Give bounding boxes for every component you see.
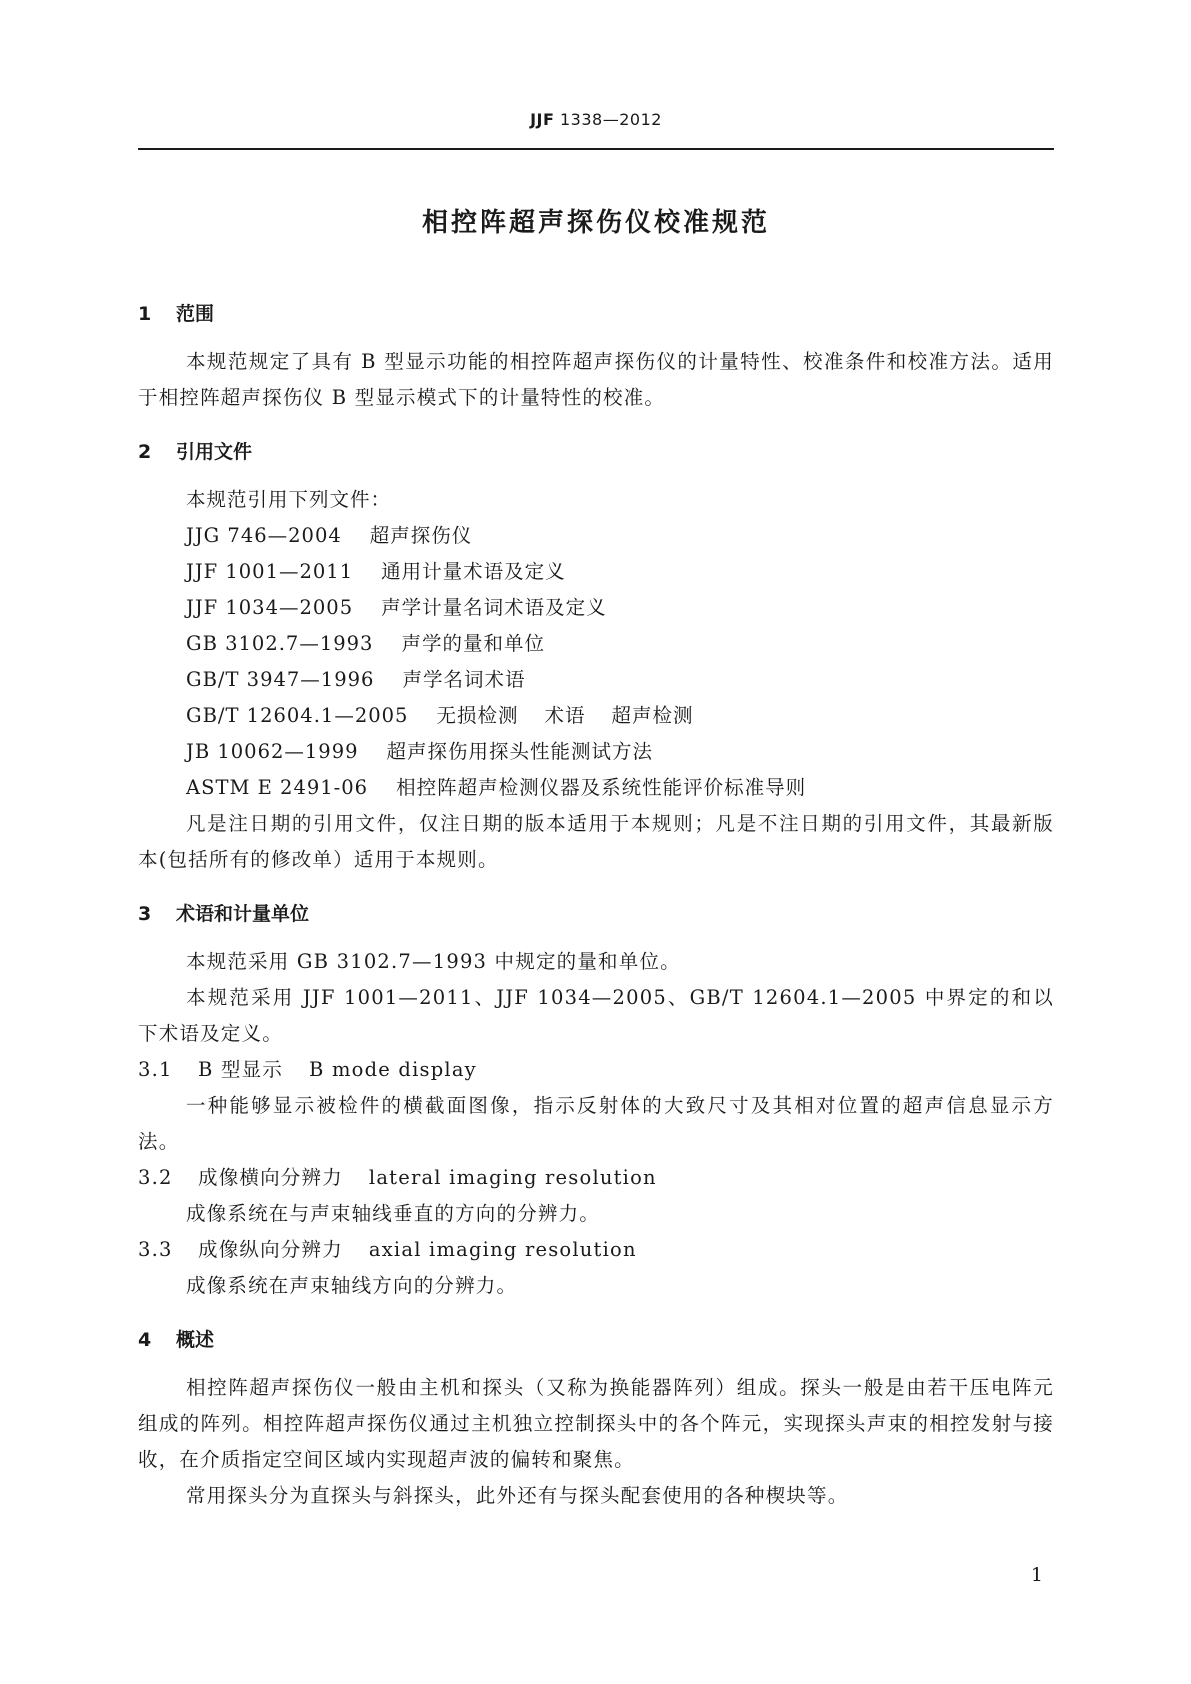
reference-item: GB 3102.7—1993 声学的量和单位: [186, 632, 545, 655]
document-body: [138, 296, 1054, 1514]
references-intro: 本规范引用下列文件：: [186, 488, 392, 511]
reference-item: JB 10062—1999 超声探伤用探头性能测试方法: [186, 740, 654, 763]
term-definition: 一种能够显示被检件的横截面图像，指示反射体的大致尺寸及其相对位置的超声信息显示方法。: [138, 1094, 1054, 1153]
section-3-paragraph-2: 本规范采用 JJF 1001—2011、JJF 1034—2005、GB/T 12604.1—2005 中界定的和以下术语及定义。: [138, 986, 1054, 1045]
document-title: 相控阵超声探伤仪校准规范: [421, 208, 770, 238]
header-rule: [138, 148, 1054, 150]
page-number: 1: [1030, 1564, 1043, 1586]
section-4-paragraph-2: 常用探头分为直探头与斜探头，此外还有与探头配套使用的各种楔块等。: [186, 1484, 849, 1507]
section-1-heading: 1 范围: [138, 303, 215, 325]
reference-item: JJF 1001—2011 通用计量术语及定义: [186, 560, 566, 583]
section-3-paragraph-1: 本规范采用 GB 3102.7—1993 中规定的量和单位。: [186, 950, 681, 973]
section-4-paragraph-1: 相控阵超声探伤仪一般由主机和探头（又称为换能器阵列）组成。探头一般是由若干压电阵元组成的阵列。相控阵超声探伤仪通过主机独立控制探头中的各个阵元，实现探头声束的相控发射与接收，在介质指定空间区域内实现超声波的偏转和聚焦。: [138, 1376, 1054, 1471]
section-3-heading: 3 术语和计量单位: [138, 903, 310, 925]
term-heading: 3.2 成像横向分辨力 lateral imaging resolution: [138, 1166, 657, 1189]
term-definition: 成像系统在与声束轴线垂直的方向的分辨力。: [186, 1202, 601, 1225]
term-heading: 3.3 成像纵向分辨力 axial imaging resolution: [138, 1238, 637, 1261]
section-2-heading: 2 引用文件: [138, 441, 253, 463]
reference-item: JJF 1034—2005 声学计量名词术语及定义: [186, 596, 607, 619]
reference-item: GB/T 12604.1—2005 无损检测 术语 超声检测: [186, 704, 694, 727]
section-1-paragraph: 本规范规定了具有 B 型显示功能的相控阵超声探伤仪的计量特性、校准条件和校准方法。适用于相控阵超声探伤仪 B 型显示模式下的计量特性的校准。: [138, 350, 1054, 409]
reference-item: ASTM E 2491-06 相控阵超声检测仪器及系统性能评价标准导则: [186, 776, 807, 799]
section-4-heading: 4 概述: [138, 1329, 215, 1351]
references-note: 凡是注日期的引用文件，仅注日期的版本适用于本规则；凡是不注日期的引用文件，其最新版本(包括所有的修改单）适用于本规则。: [138, 812, 1054, 871]
term-definition: 成像系统在声束轴线方向的分辨力。: [186, 1274, 518, 1297]
term-heading: 3.1 B 型显示 B mode display: [138, 1058, 477, 1081]
reference-item: GB/T 3947—1996 声学名词术语: [186, 668, 526, 691]
reference-item: JJG 746—2004 超声探伤仪: [186, 524, 473, 547]
standard-code-header: JJF 1338—2012: [530, 110, 662, 129]
